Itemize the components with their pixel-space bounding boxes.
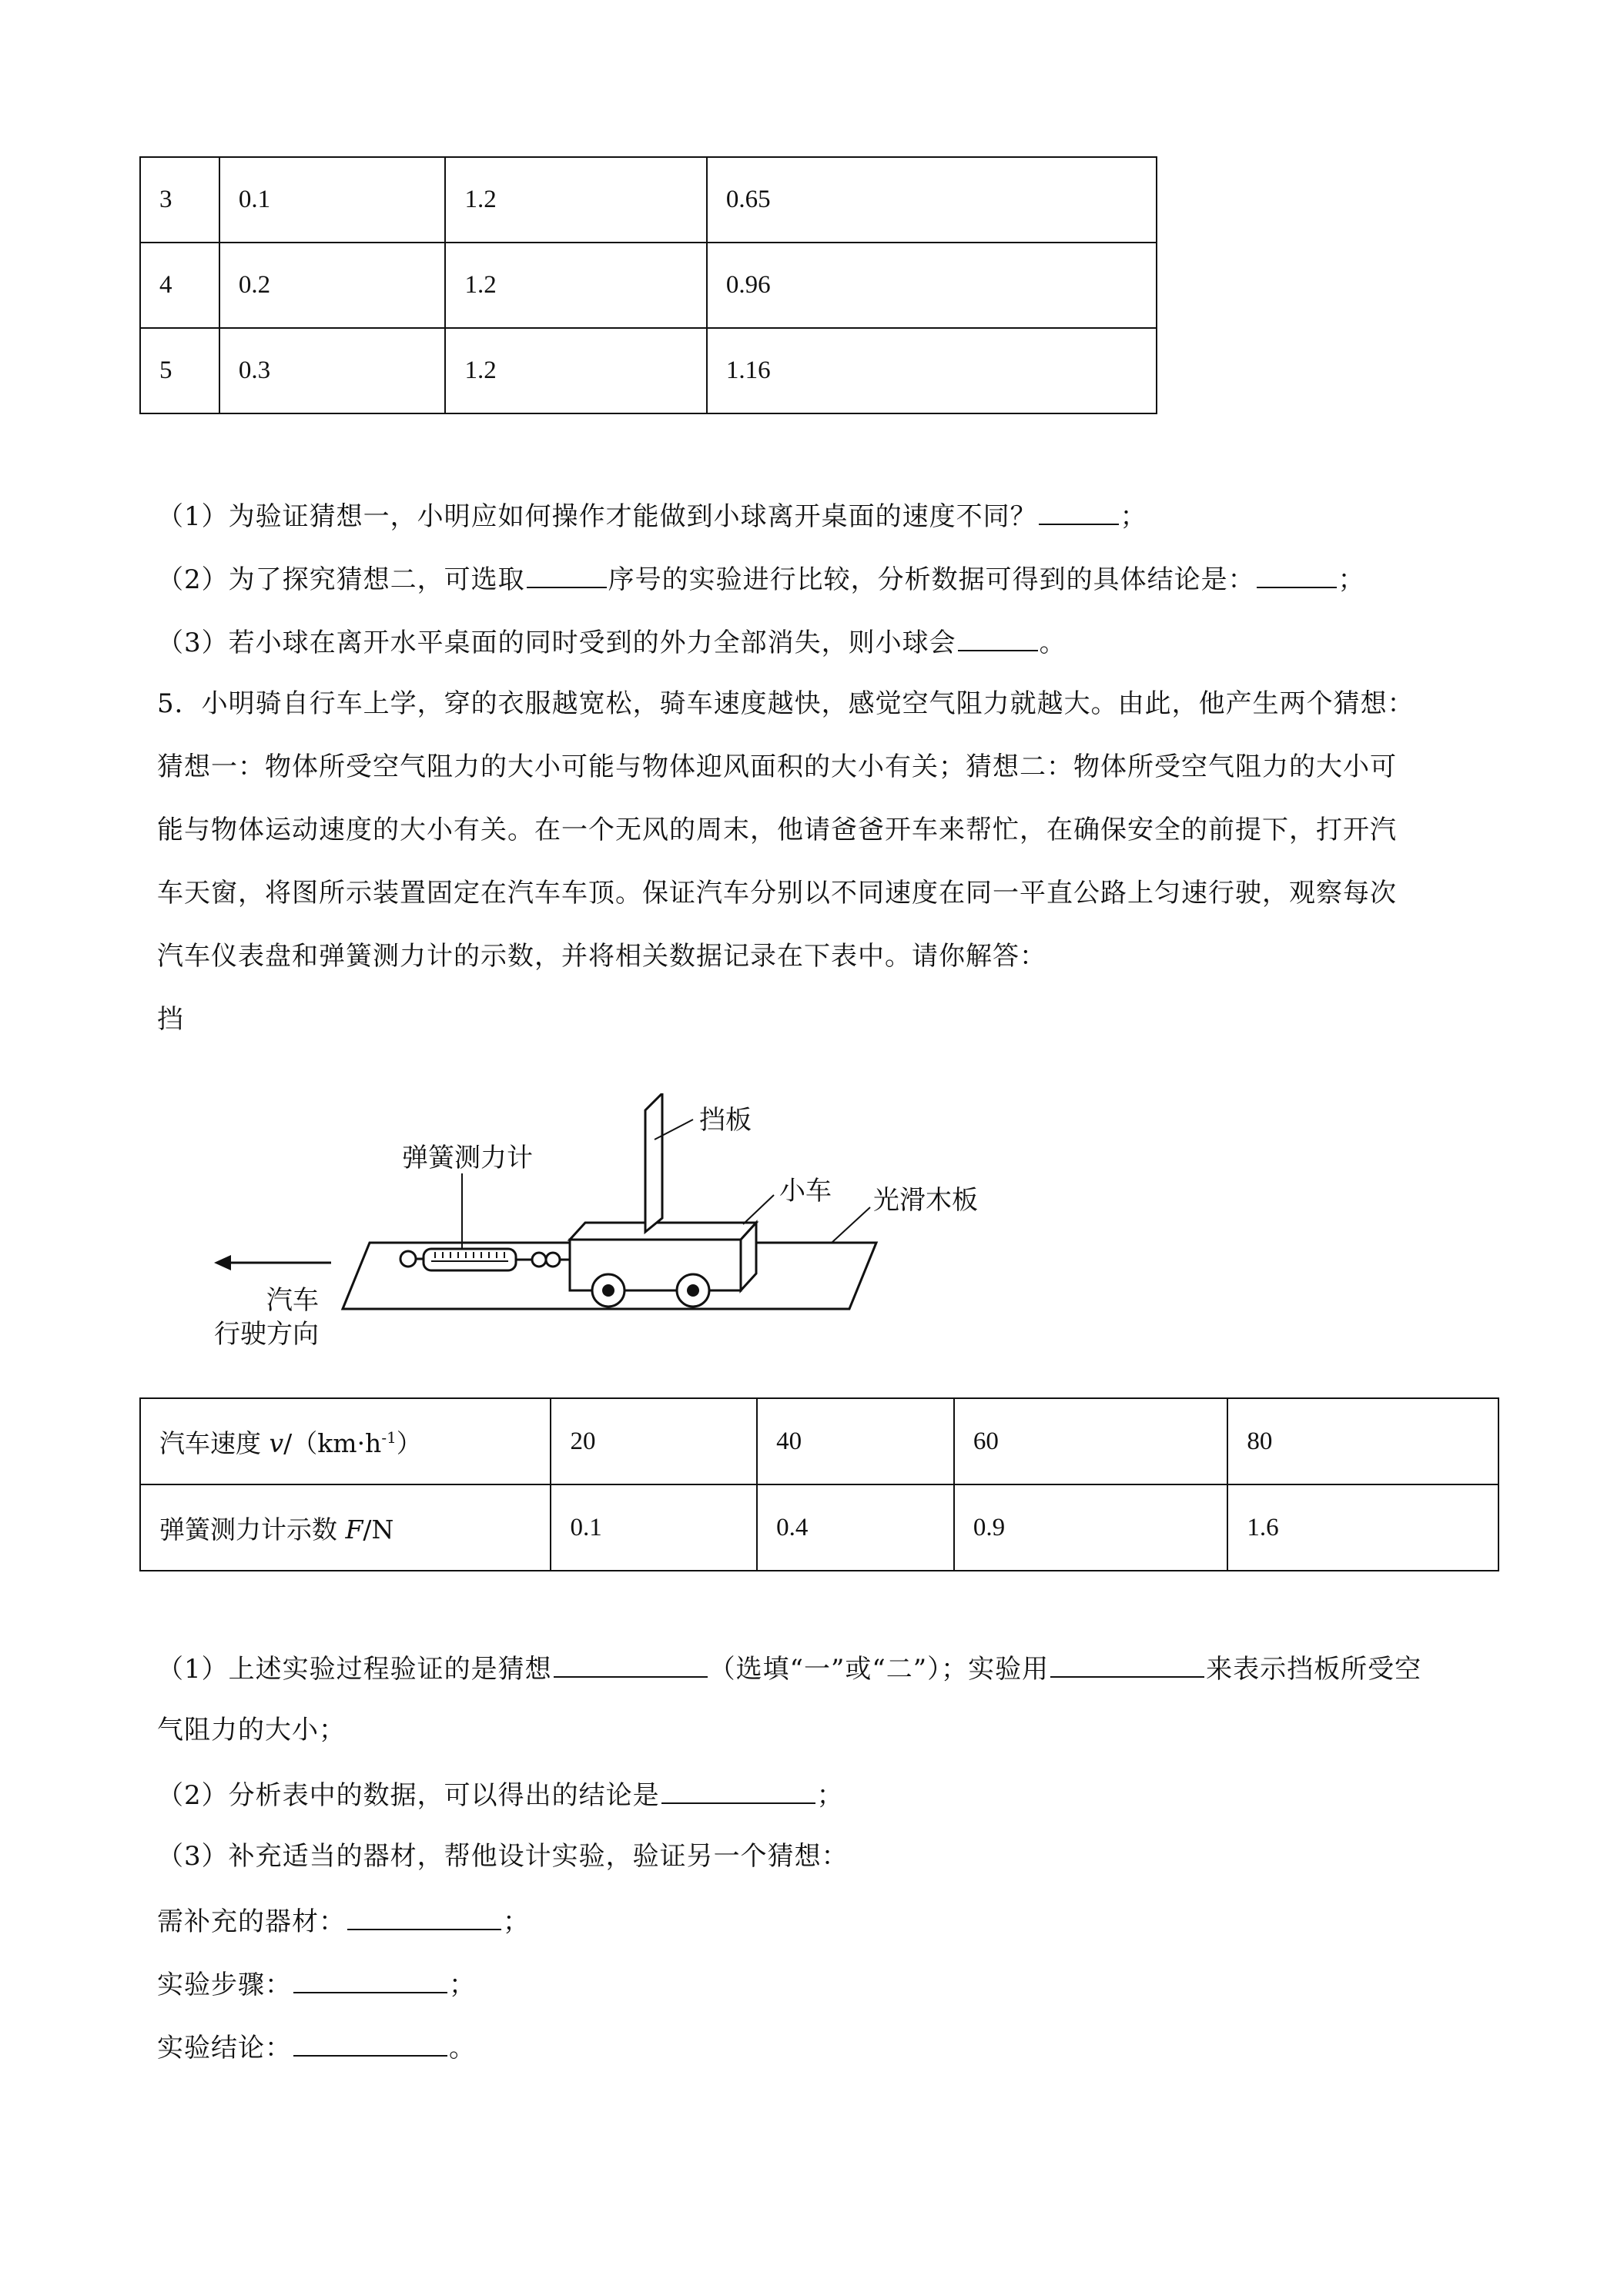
q5-sub1-text-a: （1）上述实验过程验证的是猜想 — [157, 1654, 552, 1685]
answer-blank[interactable] — [958, 624, 1038, 651]
conclusion-end: 。 — [449, 2033, 476, 2063]
q5-line-3: 能与物体运动速度的大小有关。在一个无风的周末，他请爸爸开车来帮忙，在确保安全的前提下，打开汽 — [157, 815, 1397, 845]
steps-end: ； — [449, 1970, 476, 2000]
table-cell: 1.2 — [445, 157, 706, 243]
cart-top — [570, 1223, 756, 1240]
answer-blank[interactable] — [1050, 1650, 1204, 1678]
table-cell: 1.16 — [707, 328, 1157, 413]
equipment-label: 需补充的器材： — [157, 1906, 346, 1937]
table-cell: 0.65 — [707, 157, 1157, 243]
q5-line-1: 5．小明骑自行车上学，穿的衣服越宽松，骑车速度越快，感觉空气阻力就越大。由此，他产生两个猜想： — [157, 688, 1415, 719]
q5-sub3: （3）补充适当的器材，帮他设计实验，验证另一个猜想： — [157, 1841, 849, 1872]
experiment-diagram — [200, 1093, 1032, 1347]
table-cell: 0.4 — [757, 1484, 954, 1571]
q5-sub2-text: （2）分析表中的数据，可以得出的结论是 — [157, 1780, 660, 1811]
table-cell: 80 — [1227, 1398, 1498, 1484]
table-cell: 5 — [140, 328, 219, 413]
spring-scale — [424, 1249, 516, 1270]
table-cell: 0.1 — [551, 1484, 757, 1571]
experiment-table-q4 — [139, 156, 1157, 414]
q5-sub1-continued: 气阻力的大小； — [157, 1715, 346, 1745]
q4-sub2-text-a: （2）为了探究猜想二，可选取 — [157, 564, 525, 595]
label-direction-2: 行驶方向 — [214, 1319, 319, 1347]
table-cell: 0.9 — [954, 1484, 1228, 1571]
q5-equipment — [157, 1903, 530, 1939]
table-cell: 0.2 — [219, 243, 446, 328]
label-spring-scale: 弹簧测力计 — [402, 1143, 533, 1173]
table-cell: 1.2 — [445, 243, 706, 328]
table-row — [140, 157, 1157, 243]
q5-line-4: 车天窗，将图所示装置固定在汽车车顶。保证汽车分别以不同速度在同一平直公路上匀速行驶，观察每次 — [157, 878, 1397, 909]
table-cell: 1.6 — [1227, 1484, 1498, 1571]
q4-sub2-text-b: 序号的实验进行比较，分析数据可得到的具体结论是： — [608, 564, 1255, 595]
speed-force-table — [139, 1397, 1499, 1571]
q5-conclusion — [157, 2029, 476, 2065]
q5-sub1-text-b: （选填“一”或“二”）；实验用 — [708, 1654, 1050, 1685]
answer-blank[interactable] — [293, 2029, 447, 2057]
answer-blank[interactable] — [1039, 497, 1119, 525]
answer-blank[interactable] — [1257, 561, 1337, 588]
table-header-cell: 弹簧测力计示数 F/N — [140, 1484, 551, 1571]
answer-blank[interactable] — [293, 1966, 447, 1993]
table-cell: 0.1 — [219, 157, 446, 243]
answer-blank[interactable] — [347, 1903, 501, 1930]
table-row — [140, 1484, 1498, 1571]
coupling-loop — [532, 1253, 546, 1267]
anchor-ring — [400, 1251, 416, 1267]
label-baffle: 挡板 — [699, 1105, 752, 1136]
q4-sub3 — [157, 624, 1066, 660]
table-row — [140, 1398, 1498, 1484]
q5-steps — [157, 1966, 476, 2002]
table-cell: 0.3 — [219, 328, 446, 413]
q5-sub1 — [157, 1650, 1421, 1686]
q4-sub3-text: （3）若小球在离开水平桌面的同时受到的外力全部消失，则小球会 — [157, 628, 956, 658]
q4-sub2 — [157, 561, 1365, 597]
q4-sub3-end: 。 — [1039, 628, 1066, 658]
table-cell: 60 — [954, 1398, 1228, 1484]
table-cell: 1.2 — [445, 328, 706, 413]
steps-label: 实验步骤： — [157, 1970, 292, 2000]
q5-sub1-text-c: 来表示挡板所受空 — [1206, 1654, 1422, 1685]
baffle — [645, 1093, 662, 1232]
label-direction-1: 汽车 — [266, 1285, 319, 1316]
label-board: 光滑木板 — [873, 1185, 978, 1216]
q4-sub1-end: ； — [1120, 501, 1147, 532]
table-row — [140, 243, 1157, 328]
table-header-cell: 汽车速度 $v/(km\cdot h^{-1})$ — [140, 1398, 551, 1484]
label-cart: 小车 — [779, 1176, 832, 1207]
table-cell: 4 — [140, 243, 219, 328]
q5-sub2-end: ； — [816, 1780, 844, 1811]
q5-line-5: 汽车仪表盘和弹簧测力计的示数，并将相关数据记录在下表中。请你解答： — [157, 941, 1046, 972]
table-cell: 0.96 — [707, 243, 1157, 328]
answer-blank[interactable] — [527, 561, 607, 588]
stray-character: 挡 — [157, 1004, 184, 1035]
conclusion-label: 实验结论： — [157, 2033, 292, 2063]
q4-sub1-text: （1）为验证猜想一，小明应如何操作才能做到小球离开桌面的速度不同？ — [157, 501, 1037, 532]
answer-blank[interactable] — [554, 1650, 708, 1678]
q4-sub2-end: ； — [1338, 564, 1365, 595]
answer-blank[interactable] — [661, 1776, 815, 1804]
table-cell: 3 — [140, 157, 219, 243]
table-row — [140, 328, 1157, 413]
coupling-loop — [546, 1253, 560, 1267]
q5-sub2 — [157, 1776, 844, 1812]
table-cell: 40 — [757, 1398, 954, 1484]
q4-sub1 — [157, 497, 1147, 534]
equipment-end: ； — [503, 1906, 530, 1937]
table-cell: 20 — [551, 1398, 757, 1484]
q5-line-2: 猜想一：物体所受空气阻力的大小可能与物体迎风面积的大小有关；猜想二：物体所受空气阻力的大小可 — [157, 751, 1397, 782]
